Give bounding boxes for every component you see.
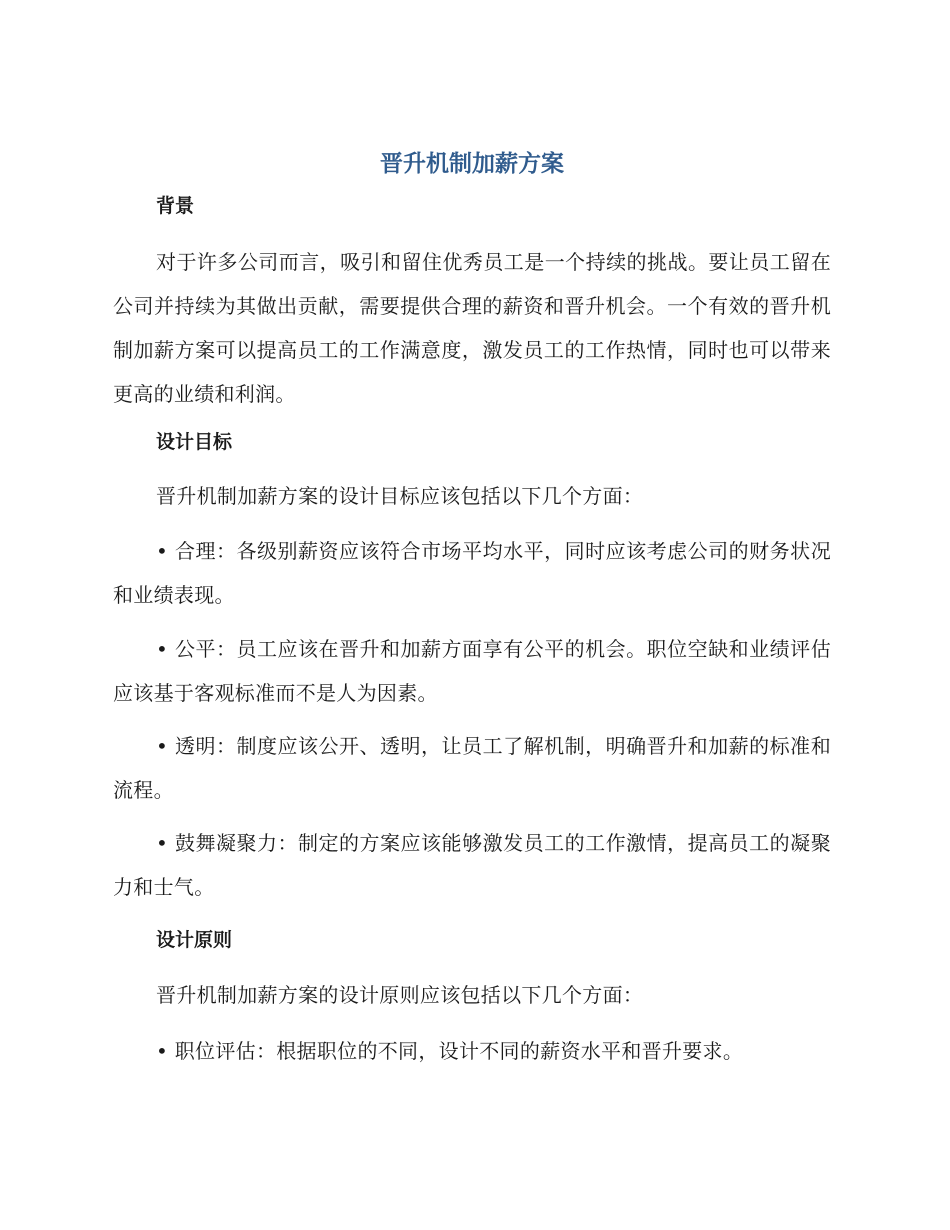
list-item-reasonable: • 合理：各级别薪资应该符合市场平均水平，同时应该考虑公司的财务状况和业绩表现。 — [113, 539, 831, 607]
section-heading-design-goals: 设计目标 — [156, 431, 233, 453]
paragraph-goals-intro: 晋升机制加薪方案的设计目标应该包括以下几个方面： — [156, 484, 644, 508]
list-item-position-evaluation: • 职位评估：根据职位的不同，设计不同的薪资水平和晋升要求。 — [156, 1039, 744, 1063]
list-item-fair: • 公平：员工应该在晋升和加薪方面享有公平的机会。职位空缺和业绩评估应该基于客观标准而不是人为因素。 — [113, 637, 831, 705]
list-item-transparent: • 透明：制度应该公开、透明，让员工了解机制，明确晋升和加薪的标准和流程。 — [113, 734, 831, 802]
section-heading-design-principles: 设计原则 — [156, 929, 233, 951]
paragraph-background: 对于许多公司而言，吸引和留住优秀员工是一个持续的挑战。要让员工留在公司并持续为其做出贡献，需要提供合理的薪资和晋升机会。一个有效的晋升机制加薪方案可以提高员工的工作满意度，激发员工的工作热情，同时也可以带来更高的业绩和利润。 — [113, 250, 831, 406]
document-title: 晋升机制加薪方案 — [380, 151, 564, 177]
list-item-cohesion: • 鼓舞凝聚力：制定的方案应该能够激发员工的工作激情，提高员工的凝聚力和士气。 — [113, 831, 831, 899]
section-heading-background: 背景 — [156, 195, 195, 217]
paragraph-principles-intro: 晋升机制加薪方案的设计原则应该包括以下几个方面： — [156, 983, 644, 1007]
